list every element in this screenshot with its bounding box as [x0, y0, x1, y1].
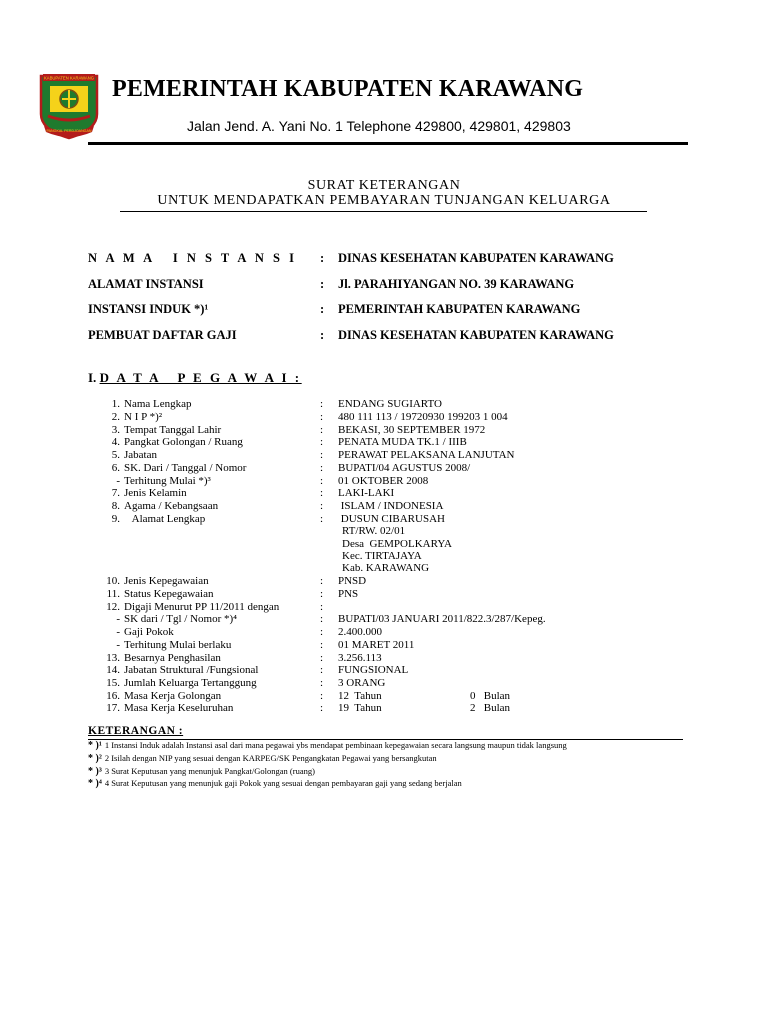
row-label: Gaji Pokok	[124, 626, 174, 638]
row-label: Besarnya Penghasilan	[124, 652, 221, 664]
row-value: FUNGSIONAL	[338, 664, 409, 676]
row-label: Masa Kerja Golongan	[124, 690, 222, 702]
row-colon: :	[320, 513, 324, 525]
note-text: 2 Isilah dengan NIP yang sesuai dengan KARPEG/SK Pengangkatan Pegawai yang bersangkutan	[104, 753, 437, 763]
address-line: Desa GEMPOLKARYA	[342, 538, 452, 550]
row-colon: :	[320, 411, 324, 423]
row-label: N I P *)²	[124, 411, 163, 423]
row-value: BEKASI, 30 SEPTEMBER 1972	[338, 424, 486, 436]
row-number: -	[116, 475, 120, 487]
row-colon: :	[320, 601, 324, 613]
note-marker: * )¹	[88, 740, 102, 751]
row-value: ENDANG SUGIARTO	[338, 398, 442, 410]
row-colon: :	[320, 575, 324, 587]
row-label: Jumlah Keluarga Tertanggung	[124, 677, 257, 689]
row-colon: :	[320, 398, 324, 410]
row-label: Digaji Menurut PP 11/2011 dengan	[124, 601, 280, 613]
note-text: 3 Surat Keputusan yang menunjuk Pangkat/Golongan (ruang)	[104, 766, 315, 776]
keterangan-note	[88, 766, 315, 777]
data-row	[0, 449, 768, 462]
data-row	[0, 575, 768, 588]
row-colon: :	[320, 449, 324, 461]
row-colon: :	[320, 690, 324, 702]
row-value: PENATA MUDA TK.1 / IIIB	[338, 436, 467, 448]
row-label: Tempat Tanggal Lahir	[124, 424, 222, 436]
row-colon: :	[320, 588, 324, 600]
row-label: Jabatan Struktural /Fungsional	[124, 664, 259, 676]
instansi-value: Jl. PARAHIYANGAN NO. 39 KARAWANG	[338, 277, 575, 291]
row-value: PNS	[338, 588, 359, 600]
row-value: DUSUN CIBARUSAH	[338, 513, 445, 525]
row-number: 11.	[106, 588, 120, 600]
row-colon: :	[320, 702, 324, 714]
row-label: Nama Lengkap	[124, 398, 192, 410]
row-label: Terhitung Mulai *)³	[124, 475, 211, 487]
row-number: 1.	[111, 398, 120, 410]
row-value: 19 Tahun	[338, 702, 382, 714]
data-row	[0, 588, 768, 601]
address-line: RT/RW. 02/01	[342, 525, 406, 537]
note-marker: * )³	[88, 766, 102, 777]
row-value: 3 ORANG	[338, 677, 386, 689]
instansi-label: INSTANSI INDUK *)¹	[88, 302, 209, 316]
logo-top-text: KABUPATEN KARAWANG	[43, 75, 95, 81]
row-value: LAKI-LAKI	[338, 487, 395, 499]
row-value: ISLAM / INDONESIA	[338, 500, 444, 512]
row-label: Terhitung Mulai berlaku	[124, 639, 232, 651]
data-row	[0, 487, 768, 500]
row-number: 10.	[106, 575, 120, 587]
row-number: 5.	[111, 449, 120, 461]
keterangan-note	[88, 778, 462, 789]
row-colon: :	[320, 500, 324, 512]
row-value: 3.256.113	[338, 652, 382, 664]
row-colon: :	[320, 626, 324, 638]
row-number: 7.	[111, 487, 120, 499]
data-row	[0, 462, 768, 475]
row-label: Jenis Kelamin	[124, 487, 187, 499]
row-colon: :	[320, 677, 324, 689]
document-title-line2: UNTUK MENDAPATKAN PEMBAYARAN TUNJANGAN KELUARGA	[157, 193, 611, 208]
row-colon: :	[320, 462, 324, 474]
row-colon: :	[320, 424, 324, 436]
row-colon: :	[320, 652, 324, 664]
data-row	[0, 639, 768, 652]
row-label: Jabatan	[124, 449, 157, 461]
row-number: -	[116, 639, 120, 651]
row-number: 13.	[106, 652, 120, 664]
row-label: Agama / Kebangsaan	[124, 500, 219, 512]
instansi-colon: :	[320, 302, 325, 316]
row-label: Alamat Lengkap	[124, 513, 206, 525]
data-row	[0, 411, 768, 424]
instansi-label: N A M A I N S T A N S I	[88, 251, 297, 265]
row-number: -	[116, 613, 120, 625]
data-row	[0, 702, 768, 715]
row-value-secondary: 2 Bulan	[470, 702, 511, 714]
logo-bottom-text: PANGKAL PERDJOANGAN	[46, 129, 92, 133]
row-colon: :	[320, 664, 324, 676]
letterhead-title: PEMERINTAH KABUPATEN KARAWANG	[112, 76, 584, 102]
row-value: PERAWAT PELAKSANA LANJUTAN	[338, 449, 515, 461]
data-row	[0, 664, 768, 677]
keterangan-note	[88, 740, 567, 751]
row-number: 16.	[106, 690, 120, 702]
note-text: 1 Instansi Induk adalah Instansi asal dari mana pegawai ybs mendapat pembinaan kepegawaian secara langsung maupun tidak langsung	[104, 740, 567, 750]
instansi-colon: :	[320, 251, 325, 265]
row-colon: :	[320, 639, 324, 651]
keterangan-title: KETERANGAN :	[88, 725, 184, 737]
row-colon: :	[320, 487, 324, 499]
row-number: 4.	[111, 436, 120, 448]
row-label: SK. Dari / Tanggal / Nomor	[124, 462, 247, 474]
data-row	[0, 436, 768, 449]
data-row	[0, 398, 768, 411]
row-value: BUPATI/03 JANUARI 2011/822.3/287/Kepeg.	[338, 613, 546, 625]
row-colon: :	[320, 475, 324, 487]
row-label: SK dari / Tgl / Nomor *)⁴	[124, 613, 238, 625]
row-value: 12 Tahun	[338, 690, 382, 702]
keterangan-note	[88, 753, 437, 764]
instansi-value: DINAS KESEHATAN KABUPATEN KARAWANG	[338, 251, 614, 265]
row-value: 01 MARET 2011	[338, 639, 415, 651]
row-number: 6.	[111, 462, 120, 474]
row-number: 12.	[106, 601, 120, 613]
karawang-crest-logo	[38, 72, 100, 142]
row-label: Masa Kerja Keseluruhan	[124, 702, 234, 714]
address-line: Kec. TIRTAJAYA	[342, 550, 422, 562]
title-underline	[120, 211, 647, 212]
letterhead-address: Jalan Jend. A. Yani No. 1 Telephone 429800, 429801, 429803	[187, 118, 571, 134]
note-text: 4 Surat Keputusan yang menunjuk gaji Pokok yang sesuai dengan pembayaran gaji yang sedang berjalan	[104, 778, 462, 788]
row-number: 14.	[106, 664, 120, 676]
row-number: 2.	[111, 411, 120, 423]
row-value: BUPATI/04 AGUSTUS 2008/	[338, 462, 471, 474]
section-heading	[88, 370, 302, 386]
row-colon: :	[320, 436, 324, 448]
row-number: -	[116, 626, 120, 638]
row-colon: :	[320, 613, 324, 625]
instansi-label: ALAMAT INSTANSI	[88, 277, 204, 291]
row-value: 01 OKTOBER 2008	[338, 475, 429, 487]
section-title: D A T A P E G A W A I :	[99, 370, 302, 385]
row-number: 15.	[106, 677, 120, 689]
row-value-secondary: 0 Bulan	[470, 690, 511, 702]
row-value: 480 111 113 / 19720930 199203 1 004	[338, 411, 508, 423]
instansi-colon: :	[320, 328, 325, 342]
address-line: Kab. KARAWANG	[342, 562, 430, 574]
instansi-value: DINAS KESEHATAN KABUPATEN KARAWANG	[338, 328, 614, 342]
row-value: PNSD	[338, 575, 367, 587]
data-row	[0, 613, 768, 626]
row-label: Jenis Kepegawaian	[124, 575, 209, 587]
row-label: Pangkat Golongan / Ruang	[124, 436, 243, 448]
letterhead-divider	[88, 142, 688, 145]
data-row	[0, 500, 768, 513]
row-number: 8.	[111, 500, 120, 512]
data-row	[0, 677, 768, 690]
note-marker: * )²	[88, 753, 102, 764]
instansi-label: PEMBUAT DAFTAR GAJI	[88, 328, 237, 342]
row-value: 2.400.000	[338, 626, 382, 638]
row-number: 17.	[106, 702, 120, 714]
instansi-value: PEMERINTAH KABUPATEN KARAWANG	[338, 302, 581, 316]
note-marker: * )⁴	[88, 778, 102, 789]
document-title-line1: SURAT KETERANGAN	[307, 178, 461, 193]
row-number: 9.	[111, 513, 120, 525]
row-label: Status Kepegawaian	[124, 588, 214, 600]
data-row	[0, 626, 768, 639]
row-number: 3.	[111, 424, 120, 436]
instansi-colon: :	[320, 277, 325, 291]
section-number: I.	[88, 370, 97, 385]
